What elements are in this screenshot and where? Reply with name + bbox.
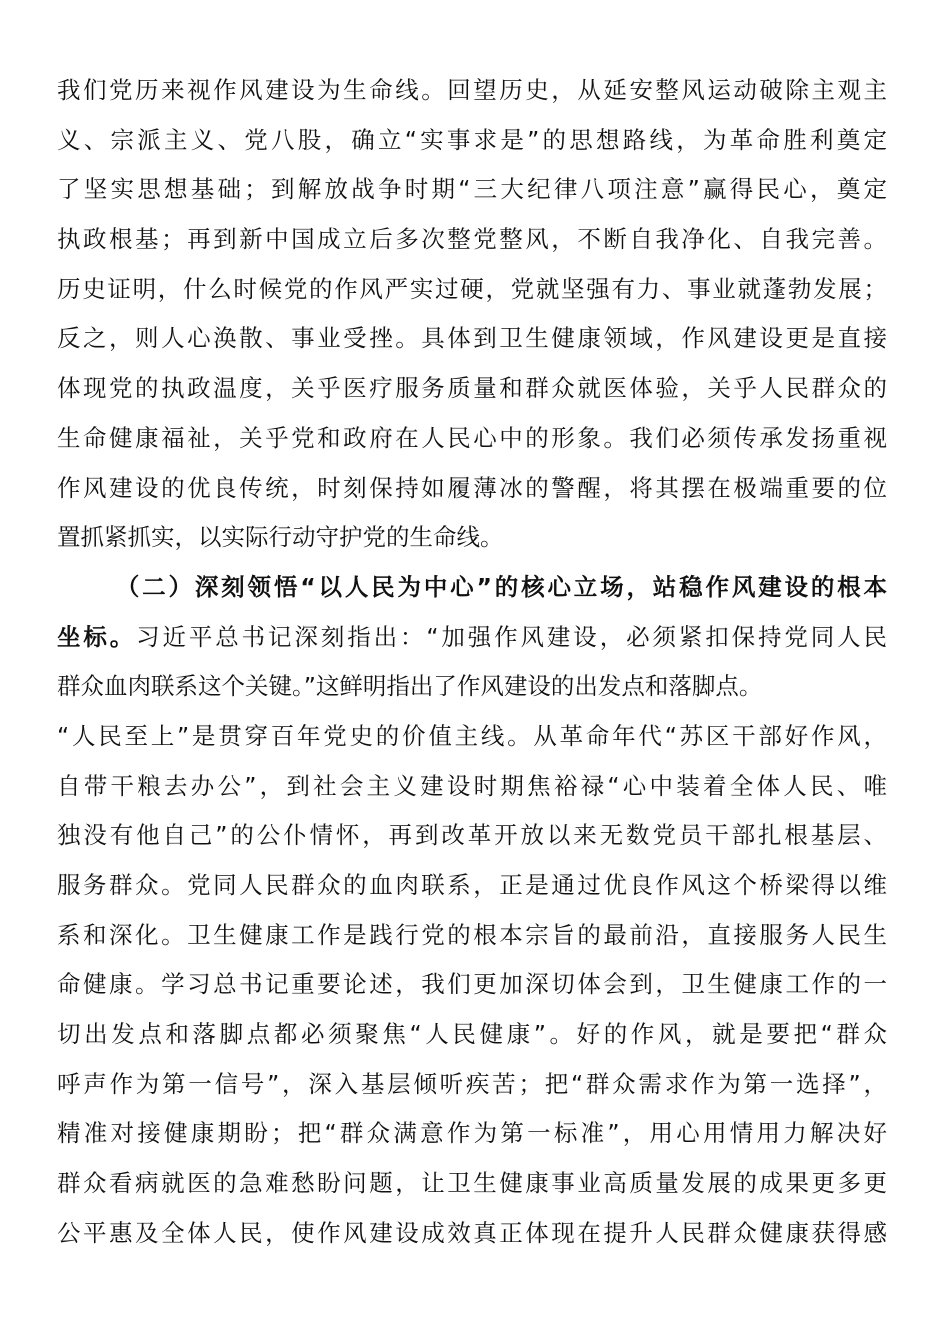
text-line: 历史证明，什么时候党的作风严实过硬，党就坚强有力、事业就蓬勃发展； bbox=[57, 274, 887, 303]
text-line: 公平惠及全体人民，使作风建设成效真正体现在提升人民群众健康获得感 bbox=[57, 1218, 887, 1247]
text-span: 习近平总书记深刻指出：“加强作风建设，必须紧扣保持党同人民 bbox=[136, 622, 887, 651]
text-line: 切出发点和落脚点都必须聚焦“人民健康”。好的作风，就是要把“群众 bbox=[57, 1020, 887, 1049]
text-line: 置抓紧抓实，以实际行动守护党的生命线。 bbox=[57, 523, 504, 552]
text-line: 精准对接健康期盼；把“群众满意作为第一标准”，用心用情用力解决好 bbox=[57, 1119, 887, 1148]
section-heading: （二）深刻领悟“以人民为中心”的核心立场，站稳作风建设的根本 bbox=[113, 572, 887, 601]
text-line: 命健康。学习总书记重要论述，我们更加深切体会到，卫生健康工作的一 bbox=[57, 970, 887, 999]
text-line: 反之，则人心涣散、事业受挫。具体到卫生健康领域，作风建设更是直接 bbox=[57, 324, 887, 353]
text-line: 服务群众。党同人民群众的血肉联系，正是通过优良作风这个桥梁得以维 bbox=[57, 871, 887, 899]
text-line: 体现党的执政温度，关乎医疗服务质量和群众就医体验，关乎人民群众的 bbox=[57, 374, 887, 403]
text-line: 义、宗派主义、党八股，确立“实事求是”的思想路线，为革命胜利奠定 bbox=[57, 125, 887, 154]
section-heading-end: 坐标。 bbox=[57, 622, 137, 651]
text-line: 呼声作为第一信号”，深入基层倾听疾苦；把“群众需求作为第一选择”， bbox=[57, 1069, 887, 1098]
document-body bbox=[57, 66, 887, 1259]
text-line: 独没有他自己”的公仆情怀，再到改革开放以来无数党员干部扎根基层、 bbox=[57, 821, 887, 850]
text-line: 作风建设的优良传统，时刻保持如履薄冰的警醒，将其摆在极端重要的位 bbox=[57, 473, 887, 502]
text-line bbox=[57, 613, 887, 663]
text-line: “人民至上”是贯穿百年党史的价值主线。从革命年代“苏区干部好作风， bbox=[57, 721, 887, 750]
section-heading-line bbox=[57, 563, 887, 613]
text-line: 执政根基；再到新中国成立后多次整党整风，不断自我净化、自我完善。 bbox=[57, 225, 887, 254]
text-line: 自带干粮去办公”，到社会主义建设时期焦裕禄“心中装着全体人民、唯 bbox=[57, 771, 887, 800]
text-line: 我们党历来视作风建设为生命线。回望历史，从延安整风运动破除主观主 bbox=[57, 76, 887, 104]
text-line: 生命健康福祉，关乎党和政府在人民心中的形象。我们必须传承发扬重视 bbox=[57, 423, 887, 452]
text-line: 群众血肉联系这个关键。”这鲜明指出了作风建设的出发点和落脚点。 bbox=[57, 672, 763, 701]
text-line: 了坚实思想基础；到解放战争时期“三大纪律八项注意”赢得民心，奠定 bbox=[57, 175, 887, 204]
text-line: 群众看病就医的急难愁盼问题，让卫生健康事业高质量发展的成果更多更 bbox=[57, 1169, 887, 1198]
text-line: 系和深化。卫生健康工作是践行党的根本宗旨的最前沿，直接服务人民生 bbox=[57, 920, 887, 949]
